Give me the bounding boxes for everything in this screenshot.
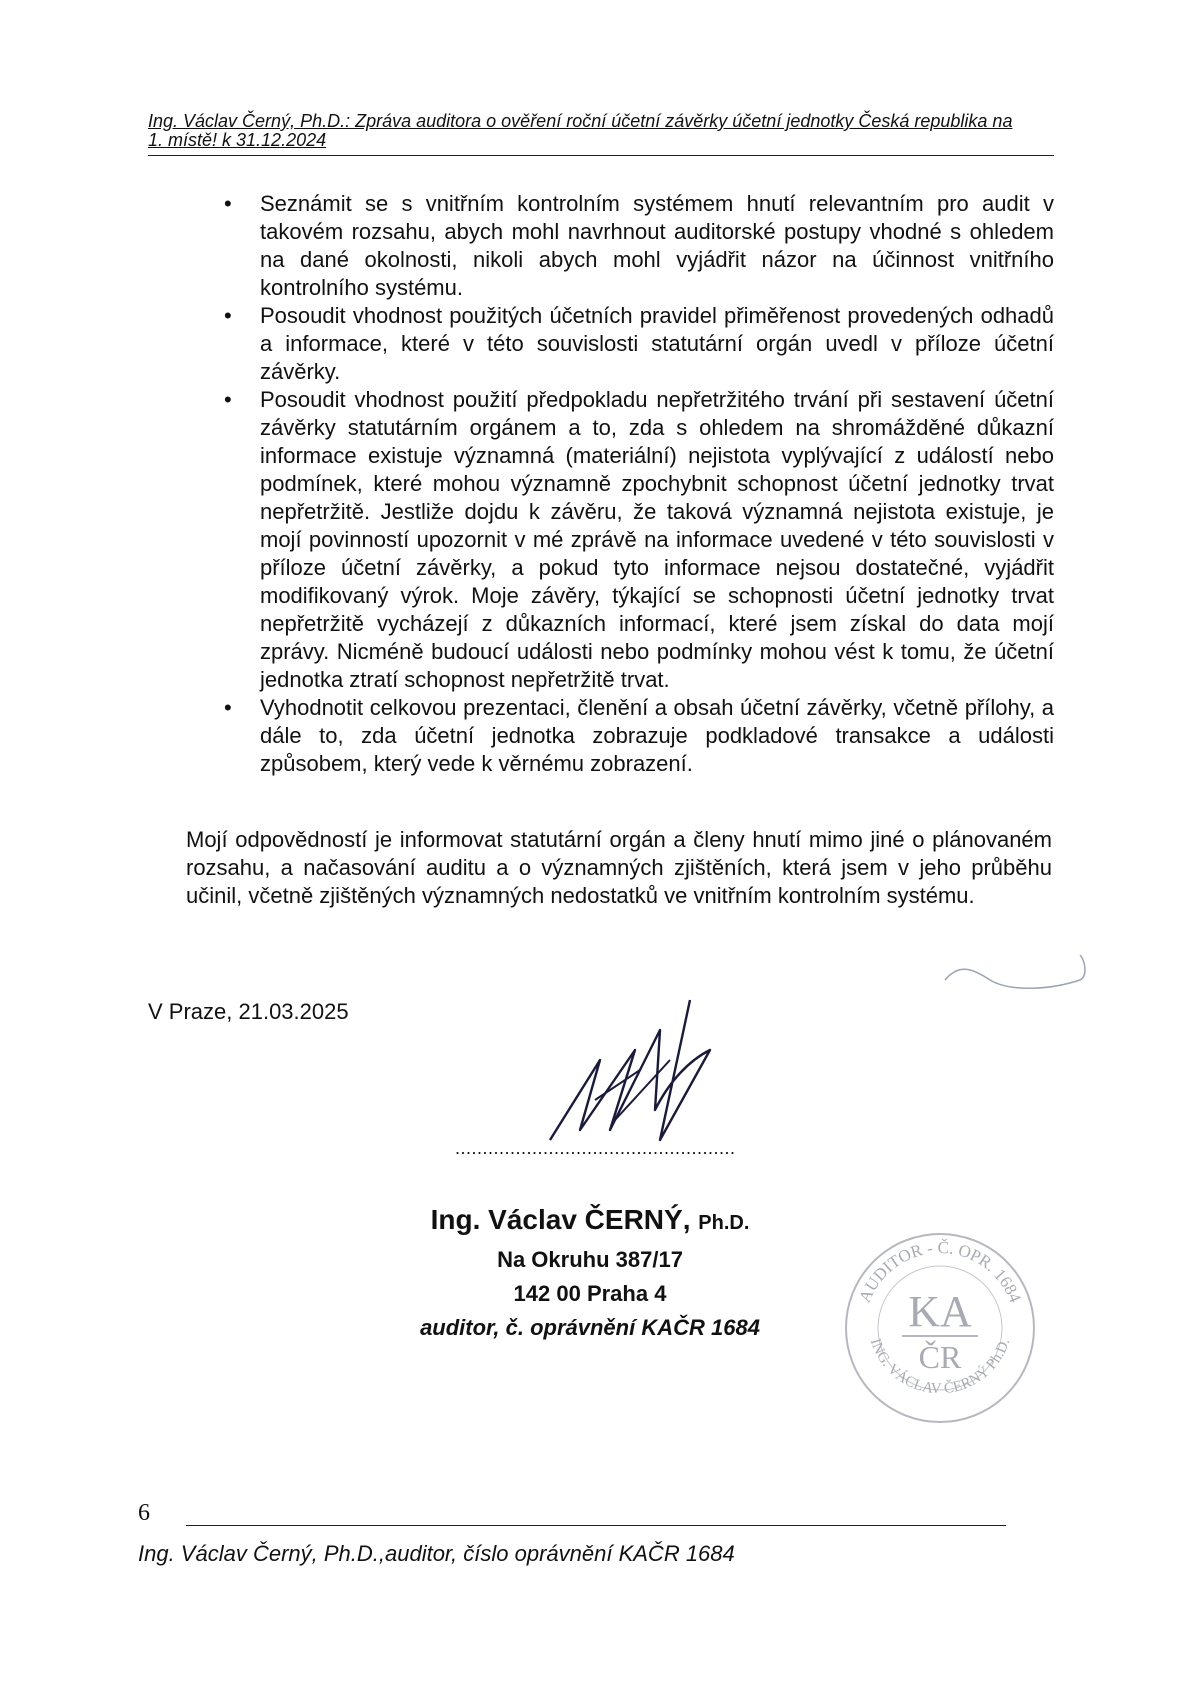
page-number: 6 xyxy=(138,1500,150,1526)
auditor-stamp xyxy=(840,1228,1040,1428)
header-line-1: Ing. Václav Černý, Ph.D.: Zpráva auditora o ověření roční účetní závěrky účetní jednotky Česká republika na xyxy=(148,111,1013,131)
signatory-role: auditor, č. oprávnění KAČR 1684 xyxy=(420,1315,760,1340)
bullet-list xyxy=(218,190,1054,778)
stamp-center-bottom: ČR xyxy=(918,1339,962,1375)
bullet-icon: • xyxy=(224,303,232,328)
bullet-icon: • xyxy=(224,387,232,412)
stamp-ring-top: AUDITOR - Č. OPR. 1684 xyxy=(855,1237,1025,1306)
header-divider xyxy=(148,155,1054,156)
list-item-text: Seznámit se s vnitřním kontrolním systémem hnutí relevantním pro audit v takovém rozsahu, abych mohl navrhnout auditorské postupy vhodné s ohledem na dané okolnosti, nikoli abych mohl vyjádřit názor na účinnost vnitřního kontrolního systému. xyxy=(260,191,1054,300)
handwritten-signature xyxy=(540,990,730,1150)
footer-divider xyxy=(186,1525,1006,1526)
list-item xyxy=(218,190,1054,302)
signatory-block xyxy=(380,1200,800,1345)
signature-line: ................................................... xyxy=(455,1138,736,1158)
signatory-city: 142 00 Praha 4 xyxy=(513,1281,667,1306)
page-footer: Ing. Václav Černý, Ph.D.,auditor, číslo oprávnění KAČR 1684 xyxy=(138,1541,735,1566)
responsibility-paragraph: Mojí odpovědností je informovat statutární orgán a členy hnutí mimo jiné o plánovaném rozsahu, a načasování auditu a o významných zjištěních, která jsem v jeho průběhu učinil, včetně zjištěných významných nedostatků ve vnitřním kontrolním systému. xyxy=(186,827,1052,908)
list-item xyxy=(218,694,1054,778)
list-item-text: Posoudit vhodnost použitých účetních pravidel přiměřenost provedených odhadů a informace, které v této souvislosti statutární orgán uvedl v příloze účetní závěrky. xyxy=(260,303,1054,384)
list-item xyxy=(218,386,1054,694)
place-date: V Praze, 21.03.2025 xyxy=(148,999,349,1024)
list-item xyxy=(218,302,1054,386)
header-line-2: 1. místě! k 31.12.2024 xyxy=(148,130,327,150)
signatory-street: Na Okruhu 387/17 xyxy=(497,1247,683,1272)
stamp-center-top: KA xyxy=(908,1287,972,1336)
list-item-text: Vyhodnotit celkovou prezentaci, členění a obsah účetní závěrky, včetně přílohy, a dále to, zda účetní jednotka zobrazuje podkladové transakce a události způsobem, který vede k věrnému zobrazení. xyxy=(260,695,1054,776)
bullet-icon: • xyxy=(224,191,232,216)
signatory-name: Ing. Václav ČERNÝ, xyxy=(430,1204,691,1235)
signatory-title: Ph.D. xyxy=(698,1212,750,1234)
stamp-ring-bottom: ING. VÁCLAV ČERNÝ Ph.D. xyxy=(866,1336,1014,1398)
bullet-icon: • xyxy=(224,695,232,720)
page-header xyxy=(148,112,1054,150)
scribble-mark xyxy=(940,950,1090,1010)
list-item-text: Posoudit vhodnost použití předpokladu nepřetržitého trvání při sestavení účetní závěrky statutárním orgánem a to, zda s ohledem na shromážděné důkazní informace existuje významná (materiální) nejistota vyplývající z událostí nebo podmínek, které mohou významně zpochybnit schopnost účetní jednotky trvat nepřetržitě. Jestliže dojdu k závěru, že taková významná nejistota existuje, je mojí povinností upozornit v mé zprávě na informace uvedené v této souvislosti v příloze účetní závěrky, a pokud tyto informace nejsou dostatečné, vyjádřit modifikovaný výrok. Moje závěry, týkající se schopnosti účetní jednotky trvat nepřetržitě vycházejí z důkazních informací, které jsem získal do data mojí zprávy. Nicméně budoucí události nebo podmínky mohou vést k tomu, že účetní jednotka ztratí schopnost nepřetržitě trvat. xyxy=(260,387,1054,692)
